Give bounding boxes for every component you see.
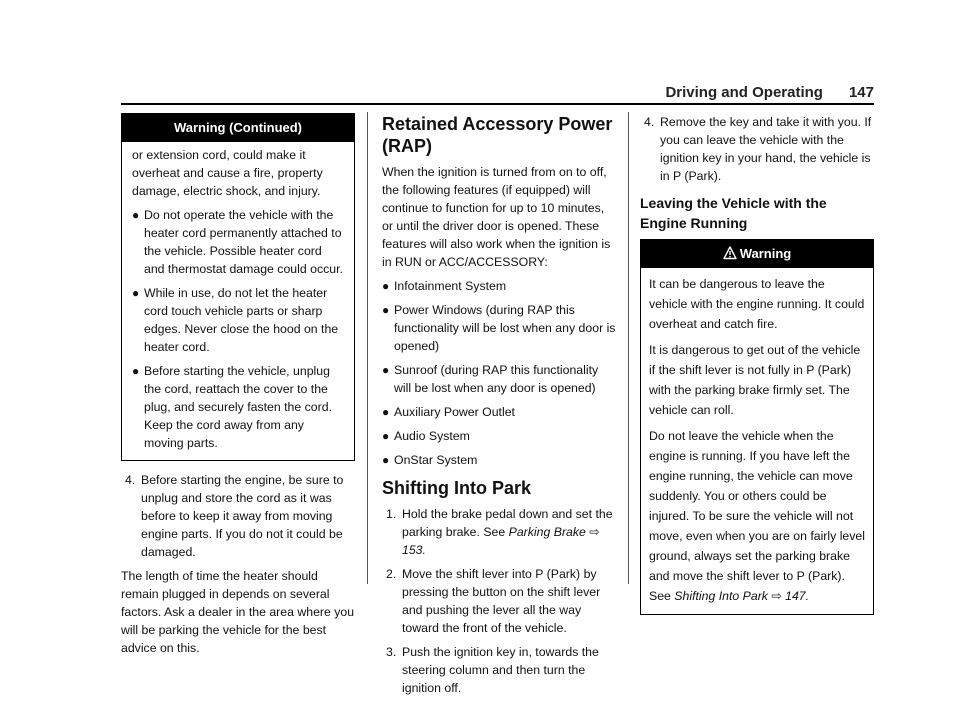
bullet-icon: ● [132,286,140,300]
warning-body [122,142,354,460]
bullet-icon: ● [382,279,390,293]
bullet-icon: ● [132,208,140,222]
column-3 [640,113,874,615]
header-rule [121,103,874,105]
warning-paragraph: It can be dangerous to leave the vehicle with the engine running. It could overheat and catch fire. [649,277,865,331]
list-item: ● Before starting the vehicle, unplug the cord, reattach the cover to the plug, and securely fasten the cord. Keep the cord away from any moving parts. [132,364,332,450]
step-3-item: 3. Push the ignition key in, towards the steering column and then turn the ignition off. [386,645,599,695]
column-divider-right [628,112,629,584]
list-item: ● Auxiliary Power Outlet [382,405,515,419]
page-ref-icon: ⇨ [771,589,782,603]
rap-heading: Retained Accessory Power (RAP) [382,114,613,156]
warning-body [641,268,873,614]
step-1-item: 1. Hold the brake pedal down and set the parking brake. See Parking Brake ⇨ 153. [386,507,613,557]
bullet-icon: ● [382,363,390,377]
step-2-item: 2. Move the shift lever into P (Park) by pressing the button on the shift lever and pushing the lever all the way toward the front of the vehicle. [386,567,601,635]
list-item: ● Power Windows (during RAP this functionality will be lost when any door is opened) [382,303,616,353]
warning-continuation: or extension cord, could make it overheat and cause a fire, property damage, electric shock, and injury. [132,148,323,198]
step-4-item: 4. Before starting the engine, be sure to unplug and store the cord as it was before to keep it away from moving engine parts. If you do not it could be damaged. [125,473,344,559]
section-title: Driving and Operating [665,84,823,101]
heater-paragraph: The length of time the heater should remain plugged in depends on several factors. Ask a dealer in the area where you will be parking the vehicle for the best advice on this. [121,569,355,655]
column-divider-left [367,112,368,584]
warning-title: Warning [739,246,792,261]
warning-paragraph: It is dangerous to get out of the vehicle if the shift lever is not fully in P (Park) with the parking brake firmly set. The vehicle can roll. [649,343,861,417]
list-item: ● While in use, do not let the heater cord touch vehicle parts or sharp edges. Never close the hood on the heater cord. [132,286,339,354]
list-item: ● OnStar System [382,453,478,467]
list-item: ● Infotainment System [382,279,507,293]
warning-box [640,239,874,615]
bullet-icon: ● [382,453,390,467]
warning-box-continued [121,113,355,461]
bullet-icon: ● [382,429,390,443]
column-1 [121,113,355,663]
warning-header [641,240,873,268]
list-item: ● Sunroof (during RAP this functionality will be lost when any door is opened) [382,363,599,395]
step-4-item: 4. Remove the key and take it with you. If you can leave the vehicle with the ignition key in your hand, the vehicle is in P (Park). [644,115,872,183]
bullet-icon: ● [132,364,140,378]
page-ref-number[interactable]: 153. [402,543,426,557]
rap-intro: When the ignition is turned from on to off, the following features (if equipped) will continue to function for up to 10 minutes, or until the driver door is opened. These features will also work when the ignition is in RUN or ACC/ACCESSORY: [382,165,611,269]
page-number: 147 [848,84,874,101]
leave-vehicle-heading: Leaving the Vehicle with the Engine Running [640,195,827,231]
running-header [0,84,874,101]
park-heading: Shifting Into Park [382,478,532,498]
list-item: ● Do not operate the vehicle with the heater cord permanently attached to the vehicle. Possible heater cord and thermostat damage could occur. [132,208,343,276]
list-item: ● Audio System [382,429,470,443]
warning-triangle-icon [723,246,737,260]
page-ref-number[interactable]: 147. [785,589,810,603]
bullet-icon: ● [382,405,390,419]
warning-header: Warning (Continued) [122,114,354,142]
shifting-into-park-link[interactable]: Shifting Into Park [674,589,768,603]
warning-paragraph: Do not leave the vehicle when the engine is running. If you have left the engine running, the vehicle can move suddenly. You or others could be injured. To be sure the vehicle will not move, even when you are on fairly level ground, always set the parking brake and move the shift lever to P (Park). See Shifting Into Park ⇨ 147. [649,429,865,603]
parking-brake-link[interactable]: Parking Brake [508,525,586,539]
column-2 [382,113,616,703]
bullet-icon: ● [382,303,390,317]
page-ref-icon: ⇨ [589,525,600,539]
